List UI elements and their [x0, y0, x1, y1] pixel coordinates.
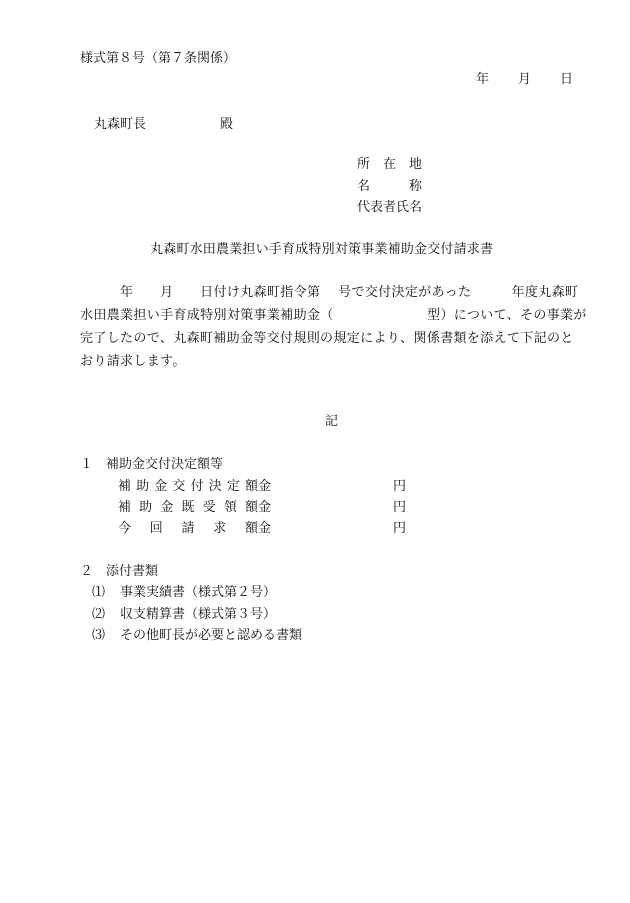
- attachment-number: ⑶: [92, 628, 106, 643]
- form-number: 様式第８号（第７条関係）: [80, 51, 237, 66]
- amount-row-decision: [118, 480, 406, 493]
- body-line-1: 年 月 日付け丸森町指令第 号で交付決定があった 年度丸森町: [80, 285, 579, 300]
- amount-label: 今回請求額: [118, 521, 258, 536]
- amount-label: 補助金既受領額: [118, 500, 258, 515]
- attachment-item: [92, 608, 276, 621]
- amount-kin: 金: [258, 521, 272, 536]
- section2-heading: ２ 添付書類: [80, 564, 159, 579]
- amount-row-current: [118, 522, 406, 535]
- ki-marker: 記: [325, 414, 339, 429]
- amount-row-received: [118, 501, 406, 514]
- body-line-3: 完了したので、丸森町補助金等交付規則の規定により、関係書類を添えて下記のと: [80, 331, 574, 346]
- date-day: 日: [560, 72, 574, 87]
- attachment-text: その他町長が必要と認める書類: [120, 628, 303, 643]
- date-line: [476, 73, 573, 86]
- amount-kin: 金: [258, 479, 272, 494]
- amount-kin: 金: [258, 500, 272, 515]
- addressee-honorific: 殿: [220, 117, 234, 132]
- addressee: [94, 118, 233, 131]
- attachment-number: ⑴: [92, 585, 106, 600]
- attachment-number: ⑵: [92, 607, 106, 622]
- attachment-text: 事業実績書（様式第２号）: [120, 585, 277, 600]
- amount-en: 円: [393, 479, 407, 494]
- date-year: 年: [476, 72, 490, 87]
- body-line-4: おり請求します。: [80, 354, 186, 369]
- applicant-representative-label: 代表者氏名: [357, 200, 423, 215]
- applicant-address-label: 所 在 地: [357, 157, 423, 172]
- amount-en: 円: [393, 521, 407, 536]
- attachment-item: [92, 586, 276, 599]
- addressee-name: 丸森町長: [94, 117, 147, 132]
- attachment-item: [92, 629, 302, 642]
- body-line-2: 水田農業担い手育成特別対策事業補助金（ 型）について、その事業が: [80, 308, 587, 323]
- section1-heading: １ 補助金交付決定額等: [80, 457, 224, 472]
- document-title: 丸森町水田農業担い手育成特別対策事業補助金交付請求書: [150, 242, 494, 257]
- amount-label: 補助金交付決定額: [118, 479, 258, 494]
- applicant-name-label: 名 称: [357, 179, 423, 194]
- amount-en: 円: [393, 500, 407, 515]
- attachment-text: 収支精算書（様式第３号）: [120, 607, 277, 622]
- date-month: 月: [518, 72, 532, 87]
